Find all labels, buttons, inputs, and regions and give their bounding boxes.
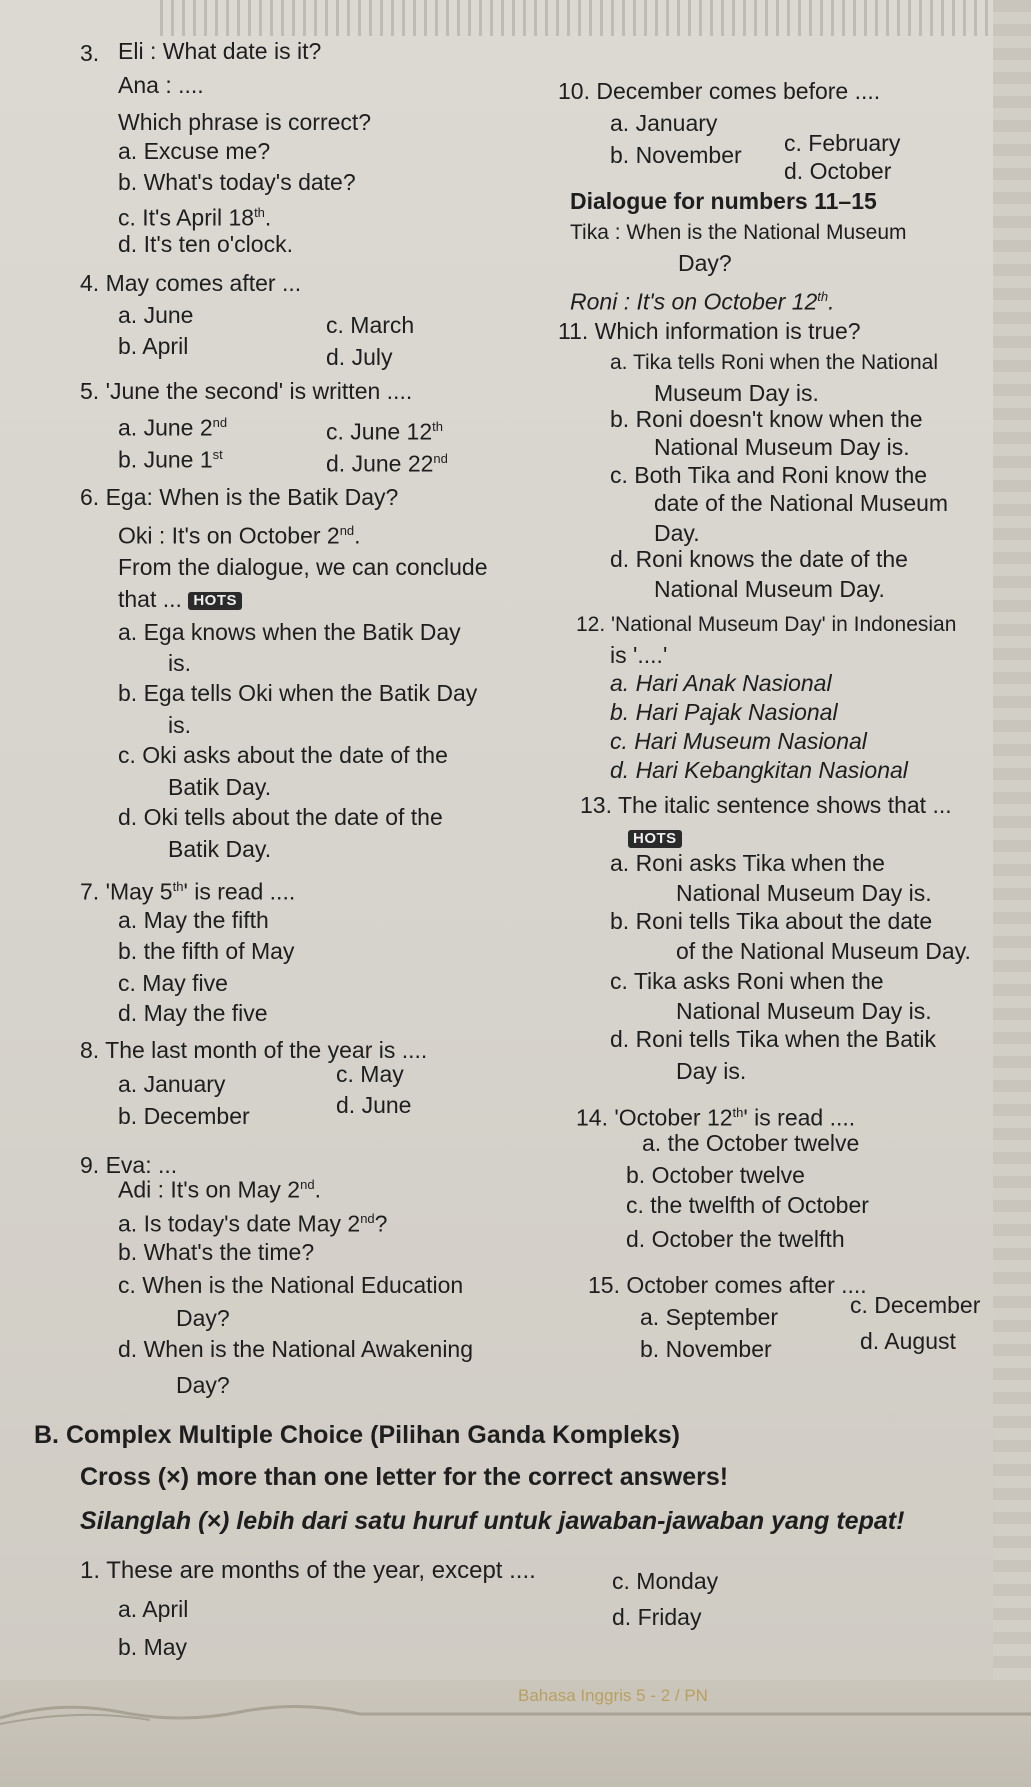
q4-stem: 4. May comes after ... <box>80 270 302 296</box>
section-b-instruction-en: Cross (×) more than one letter for the correct answers! <box>80 1463 729 1491</box>
q4-option-c: c. March <box>326 312 415 338</box>
q6-option-d-line2: Batik Day. <box>168 836 272 862</box>
q10-option-d: d. October <box>784 158 892 184</box>
q6-option-a-line2: is. <box>168 650 191 676</box>
q6-option-a-line1: a. Ega knows when the Batik Day <box>118 619 461 645</box>
q15-option-c: c. December <box>850 1292 981 1318</box>
q13-option-b-line2: of the National Museum Day. <box>676 938 971 964</box>
q10-option-c: c. February <box>784 130 901 156</box>
q15-option-b: b. November <box>640 1336 772 1362</box>
q3-option-b: b. What's today's date? <box>118 169 356 195</box>
q3-line-eli: Eli : What date is it? <box>118 38 322 64</box>
q8-option-a: a. January <box>118 1071 226 1097</box>
section-b-q1-option-d: d. Friday <box>612 1604 702 1630</box>
q9-option-a: a. Is today's date May 2nd? <box>118 1210 388 1237</box>
q5-option-c: c. June 12th <box>326 418 443 445</box>
q11-option-c-line1: c. Both Tika and Roni know the <box>610 462 928 488</box>
q15-stem: 15. October comes after .... <box>588 1272 867 1298</box>
q8-option-c: c. May <box>336 1061 404 1087</box>
q4-option-d: d. July <box>326 344 393 370</box>
q9-option-b: b. What's the time? <box>118 1239 315 1265</box>
section-b-instruction-id: Silanglah (×) lebih dari satu huruf untuk jawaban-jawaban yang tepat! <box>80 1507 905 1535</box>
q3-stem: Which phrase is correct? <box>118 109 372 135</box>
q14-stem: 14. 'October 12th' is read .... <box>576 1104 856 1131</box>
q7-option-d: d. May the five <box>118 1000 268 1026</box>
q5-option-b: b. June 1st <box>118 446 223 473</box>
section-b-q1-option-c: c. Monday <box>612 1568 719 1594</box>
q6-option-b-line1: b. Ega tells Oki when the Batik Day <box>118 680 478 706</box>
q4-option-a: a. June <box>118 302 194 328</box>
q13-option-a-line2: National Museum Day is. <box>676 880 932 906</box>
q3-line-ana: Ana : .... <box>118 72 204 98</box>
footer-wave-decoration <box>0 1698 1031 1728</box>
q13-stem: 13. The italic sentence shows that ... <box>580 792 952 818</box>
dialogue-heading: Dialogue for numbers 11–15 <box>570 188 877 214</box>
q11-option-d-line1: d. Roni knows the date of the <box>610 546 908 572</box>
q13-option-a-line1: a. Roni asks Tika when the <box>610 850 885 876</box>
q12-stem-line2: is '....' <box>610 642 668 668</box>
q7-option-b: b. the fifth of May <box>118 938 295 964</box>
q12-option-d: d. Hari Kebangkitan Nasional <box>610 757 908 783</box>
q14-option-d: d. October the twelfth <box>626 1226 845 1252</box>
section-b-title: B. Complex Multiple Choice (Pilihan Ganda Kompleks) <box>34 1421 680 1449</box>
q8-stem: 8. The last month of the year is .... <box>80 1037 428 1063</box>
q13-option-d-line2: Day is. <box>676 1058 747 1084</box>
q13-option-b-line1: b. Roni tells Tika about the date <box>610 908 933 934</box>
q7-option-c: c. May five <box>118 970 228 996</box>
section-b-q1-option-a: a. April <box>118 1596 189 1622</box>
section-b-q1-option-b: b. May <box>118 1634 188 1660</box>
q13-option-c-line1: c. Tika asks Roni when the <box>610 968 884 994</box>
hots-badge: HOTS <box>188 592 242 610</box>
q6-that: that ... HOTS <box>118 584 242 614</box>
q3-option-c: c. It's April 18th. <box>118 204 272 231</box>
q12-option-a: a. Hari Anak Nasional <box>610 670 832 696</box>
footer-band <box>0 1680 1031 1787</box>
dialogue-tika-line2: Day? <box>678 250 732 276</box>
page-edge <box>993 0 1031 1787</box>
q5-option-d: d. June 22nd <box>326 450 448 477</box>
q6-option-c-line1: c. Oki asks about the date of the <box>118 742 448 768</box>
q11-option-a-line2: Museum Day is. <box>654 380 819 406</box>
q11-stem: 11. Which information is true? <box>558 318 861 344</box>
q7-option-a: a. May the fifth <box>118 907 269 933</box>
section-b-q1-stem: 1. These are months of the year, except .... <box>80 1557 536 1584</box>
q9-option-c-line1: c. When is the National Education <box>118 1272 464 1298</box>
q6-option-c-line2: Batik Day. <box>168 774 272 800</box>
q14-option-a: a. the October twelve <box>642 1130 860 1156</box>
q7-stem: 7. 'May 5th' is read .... <box>80 878 296 905</box>
q12-stem-line1: 12. 'National Museum Day' in Indonesian <box>576 613 957 636</box>
q15-option-a: a. September <box>640 1304 779 1330</box>
q12-option-c: c. Hari Museum Nasional <box>610 728 867 754</box>
q11-option-b-line1: b. Roni doesn't know when the <box>610 406 923 432</box>
q11-option-b-line2: National Museum Day is. <box>654 434 910 460</box>
hots-badge: HOTS <box>628 830 682 848</box>
q11-option-a-line1: a. Tika tells Roni when the National <box>610 351 939 374</box>
q9-stem: 9. Eva: ... <box>80 1152 178 1178</box>
q13-option-d-line1: d. Roni tells Tika when the Batik <box>610 1026 936 1052</box>
footer-label: Bahasa Inggris 5 - 2 / PN <box>518 1686 708 1705</box>
q11-option-d-line2: National Museum Day. <box>654 576 885 602</box>
q14-option-c: c. the twelfth of October <box>626 1192 869 1218</box>
q5-option-a: a. June 2nd <box>118 414 228 441</box>
q11-option-c-line3: Day. <box>654 520 700 546</box>
q9-option-d-line2: Day? <box>176 1372 230 1398</box>
q8-option-b: b. December <box>118 1103 250 1129</box>
q9-option-c-line2: Day? <box>176 1305 230 1331</box>
q6-option-b-line2: is. <box>168 712 191 738</box>
q8-option-d: d. June <box>336 1092 412 1118</box>
q6-conclude: From the dialogue, we can conclude <box>118 554 488 580</box>
q14-option-b: b. October twelve <box>626 1162 805 1188</box>
q3-option-d: d. It's ten o'clock. <box>118 231 293 257</box>
q6-oki-line: Oki : It's on October 2nd. <box>118 522 361 549</box>
q12-option-b: b. Hari Pajak Nasional <box>610 699 838 725</box>
q10-stem: 10. December comes before .... <box>558 78 881 104</box>
q10-option-b: b. November <box>610 142 742 168</box>
q9-option-d-line1: d. When is the National Awakening <box>118 1336 474 1362</box>
q4-option-b: b. April <box>118 333 189 359</box>
q9-adi-line: Adi : It's on May 2nd. <box>118 1176 321 1203</box>
q3-option-a: a. Excuse me? <box>118 138 271 164</box>
q15-option-d: d. August <box>860 1328 956 1354</box>
q5-stem: 5. 'June the second' is written .... <box>80 378 413 404</box>
dialogue-roni-line: Roni : It's on October 12th. <box>570 288 835 315</box>
top-border-pattern <box>160 0 1031 36</box>
q6-stem: 6. Ega: When is the Batik Day? <box>80 484 399 510</box>
q11-option-c-line2: date of the National Museum <box>654 490 949 516</box>
q13-option-c-line2: National Museum Day is. <box>676 998 932 1024</box>
q6-option-d-line1: d. Oki tells about the date of the <box>118 804 443 830</box>
dialogue-tika-line: Tika : When is the National Museum <box>570 221 907 244</box>
q3-number: 3. <box>80 40 100 66</box>
q10-option-a: a. January <box>610 110 718 136</box>
